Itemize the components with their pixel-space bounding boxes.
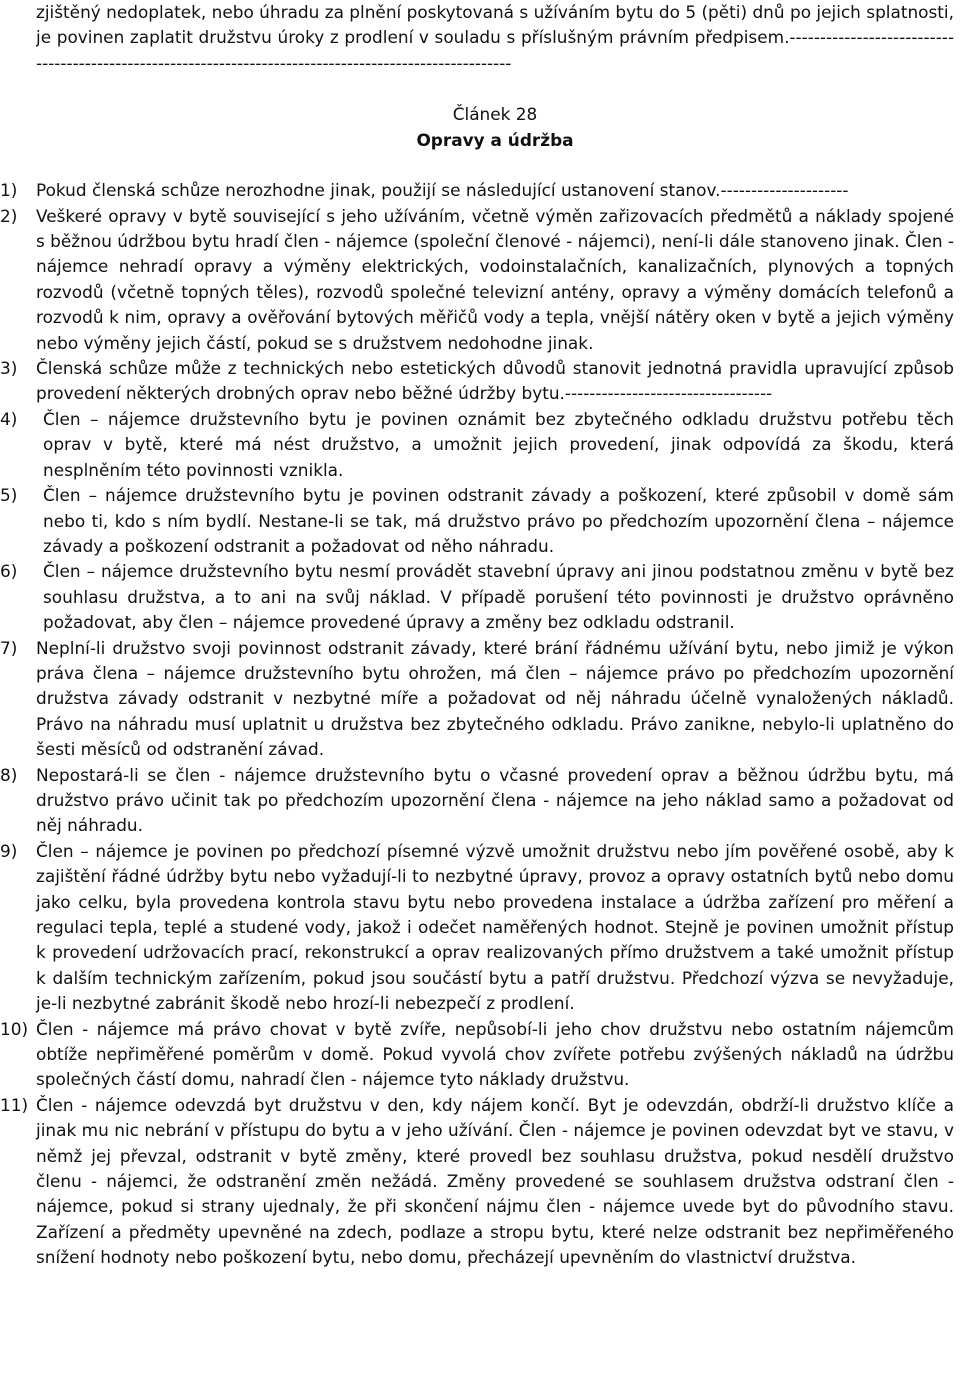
article-title: Opravy a údržba <box>416 130 574 151</box>
item-text: Člen – nájemce družstevního bytu nesmí provádět stavební úpravy ani jinou podstatnou změnu v bytě bez souhlasu družstva, a to ani na svůj náklad. V případě porušení této povinnosti je družstvo oprávněno požadovat, aby člen – nájemce provedené úpravy a změny bez odkladu odstranil. <box>43 561 954 633</box>
item-number: 1) <box>0 180 18 201</box>
list-item-2 <box>0 204 954 356</box>
item-number: 5) <box>0 485 18 506</box>
item-text: Členská schůze může z technických nebo estetických důvodů stanovit jednotná pravidla upravující způsob provedení některých drobných oprav nebo běžné údržby bytu.---------------------------------- <box>36 358 954 404</box>
list-item-1 <box>0 178 954 203</box>
article-heading <box>0 101 954 153</box>
intro-paragraph <box>36 0 954 76</box>
list-item-5 <box>0 483 954 559</box>
item-text: Nepostará-li se člen - nájemce družstevního bytu o včasné provedení oprav a běžnou údržbu bytu, má družstvo právo učinit tak po předchozím upozornění člena - nájemce na jeho náklad samo a požadovat od něj náhradu. <box>36 764 954 836</box>
list-item-7 <box>0 636 954 763</box>
list-item-9 <box>0 839 954 1017</box>
article-number: Článek 28 <box>452 104 538 125</box>
item-text: Člen - nájemce odevzdá byt družstvu v den, kdy nájem končí. Byt je odevzdán, obdrží-li družstvo klíče a jinak mu nic nebrání v přístupu do bytu a v jeho užívání. Člen - nájemce je povinen odevzdat byt ve stavu, v němž jej převzal, odstranit v bytě změny, které provedl bez souhlasu družstva, pokud nesdělí družstvo členu - nájemci, že odstranění změn nežádá. Změny provedené se souhlasem družstva odstraní člen - nájemce, pokud si strany ujednaly, že při skončení nájmu člen - nájemce uvede byt do původního stavu. Zařízení a předměty upevněné na zdech, podlaze a stropu bytu, které nelze odstranit bez nepřiměřeného snížení hodnoty nebo poškození bytu, nebo domu, přecházejí upevněním do vlastnictví družstva. <box>36 1094 954 1268</box>
item-text: Člen – nájemce družstevního bytu je povinen oznámit bez zbytečného odkladu družstvu potřebu těch oprav v bytě, které má nést družstvo, a umožnit jejich provedení, jinak odpovídá za škodu, která nesplněním této povinnosti vznikla. <box>43 408 954 480</box>
list-item-8 <box>0 763 954 839</box>
item-number: 4) <box>0 408 18 429</box>
item-number: 3) <box>0 358 18 379</box>
item-number: 7) <box>0 637 18 658</box>
items-list <box>0 178 954 1270</box>
item-number: 10) <box>0 1018 29 1039</box>
list-item-3 <box>0 356 954 407</box>
intro-text: zjištěný nedoplatek, nebo úhradu za plnění poskytovaná s užíváním bytu do 5 (pěti) dnů po jejich splatnosti, je povinen zaplatit družstvu úroky z prodlení v souladu s příslušným právním předpisem.--------------------------------------------------------------------------------------------------------- <box>36 2 954 73</box>
list-item-6 <box>0 559 954 635</box>
item-text: Pokud členská schůze nerozhodne jinak, použijí se následující ustanovení stanov.--------------------- <box>36 180 849 201</box>
item-number: 2) <box>0 205 18 226</box>
item-text: Člen - nájemce má právo chovat v bytě zvíře, nepůsobí-li jeho chov družstvu nebo ostatním nájemcům obtíže nepřiměřené poměrům v domě. Pokud vyvolá chov zvířete potřebu zvýšených nákladů na údržbu společných částí domu, nahradí člen - nájemce tyto náklady družstvu. <box>36 1018 954 1090</box>
list-item-11 <box>0 1093 954 1271</box>
list-item-4 <box>0 407 954 483</box>
item-number: 8) <box>0 764 18 785</box>
item-text: Člen – nájemce je povinen po předchozí písemné výzvě umožnit družstvu nebo jím pověřené osobě, aby k zajištění řádné údržby bytu nebo vyžadují-li to nezbytné úpravy, provoz a opravy ostatních bytů nebo domu jako celku, byla provedena kontrola stavu bytu nebo provedena instalace a údržba zařízení pro měření a regulaci tepla, teplé a studené vody, jakož i odečet naměřených hodnot. Stejně je povinen umožnit přístup k provedení udržovacích prací, rekonstrukcí a oprav realizovaných přímo družstvem a také umožnit přístup k dalším technickým zařízením, pokud jsou součástí bytu a patří družstvu. Předchozí výzva se nevyžaduje, je-li nezbytné zabránit škodě nebo hrozí-li nebezpečí z prodlení. <box>36 840 954 1014</box>
list-item-10 <box>0 1017 954 1093</box>
item-number: 11) <box>0 1094 29 1115</box>
item-text: Neplní-li družstvo svoji povinnost odstranit závady, které brání řádnému užívání bytu, nebo jimiž je výkon práva člena – nájemce družstevního bytu ohrožen, má člen – nájemce právo po předchozím upozornění družstva závady odstranit v nezbytné míře a požadovat od něj náhradu účelně vynaložených nákladů. Právo na náhradu musí uplatnit u družstva bez zbytečného odkladu. Právo zanikne, nebylo-li uplatněno do šesti měsíců od odstranění závad. <box>36 637 954 760</box>
item-text: Veškeré opravy v bytě související s jeho užíváním, včetně výměn zařizovacích předmětů a náklady spojené s běžnou údržbou bytu hradí člen - nájemce (společní členové - nájemci), není-li dále stanoveno jinak. Člen - nájemce nehradí opravy a výměny elektrických, vodoinstalačních, kanalizačních, plynových a topných rozvodů (včetně topných těles), rozvodů společné televizní antény, opravy a výměny domácích telefonů a rozvodů k nim, opravy a ověřování bytových měřičů vody a tepla, vnější nátěry oken v bytě a jejich výměny nebo výměny jejich částí, pokud se s družstvem nedohodne jinak. <box>36 205 954 353</box>
item-text: Člen – nájemce družstevního bytu je povinen odstranit závady a poškození, které způsobil v domě sám nebo ti, kdo s ním bydlí. Nestane-li se tak, má družstvo právo po předchozím upozornění člena – nájemce závady a poškození odstranit a požadovat od něho náhradu. <box>43 485 954 556</box>
item-number: 6) <box>0 561 18 582</box>
item-number: 9) <box>0 840 18 861</box>
